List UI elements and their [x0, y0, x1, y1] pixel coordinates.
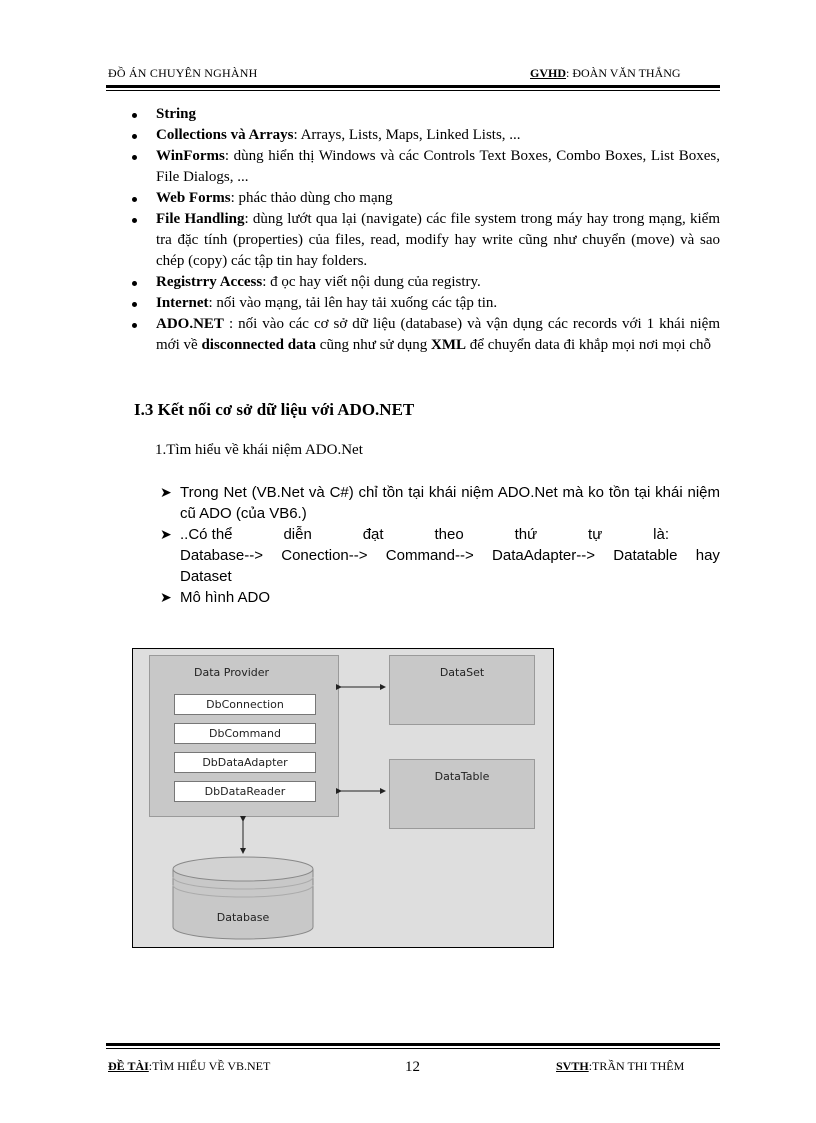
footer-rule-thin: [106, 1048, 720, 1049]
flow-step: DataAdapter-->: [492, 547, 595, 564]
dbdatareader-box: DbDataReader: [174, 781, 316, 802]
footer-student: [556, 1059, 684, 1074]
flow-step: hay: [695, 547, 720, 564]
header-project-title: ĐỒ ÁN CHUYÊN NGHÀNH: [108, 66, 258, 80]
dbdataadapter-box: DbDataAdapter: [174, 752, 316, 773]
arrow-bullet-icon: ➤: [160, 589, 172, 605]
flow-tail: Dataset: [180, 568, 232, 585]
desc-webforms: : phác thảo dùng cho mạng: [230, 190, 393, 206]
word: tự: [588, 526, 603, 543]
diagram-connectors: [133, 649, 553, 947]
word: là:: [653, 526, 670, 543]
arrow-item-text: Trong Net (VB.Net và C#) chỉ tồn tại khái niệm ADO.Net mà ko tồn tại khái niệm cũ ADO (của VB6.): [180, 484, 720, 522]
section-subheading: 1.Tìm hiểu về khái niệm ADO.Net: [155, 442, 363, 458]
word: diễn: [283, 526, 312, 543]
desc-internet: : nối vào mạng, tải lên hay tải xuống các tập tin.: [208, 295, 498, 311]
flow-step: Conection-->: [281, 547, 368, 564]
ado-model-diagram: [132, 648, 554, 948]
term-adonet: ADO.NET: [156, 316, 224, 332]
list-item: [160, 524, 720, 587]
term-xml: XML: [431, 337, 467, 353]
desc-adonet-3: để chuyển data đi khắp mọi nơi mọi chỗ: [466, 337, 712, 353]
term-string: String: [156, 106, 197, 122]
section-heading: I.3 Kết nối cơ sở dữ liệu với ADO.NET: [134, 400, 415, 419]
dbconnection-box: DbConnection: [174, 694, 316, 715]
desc-winforms: : dùng hiển thị Windows và các Controls Text Boxes, Combo Boxes, List Boxes, File Dialogs, ...: [156, 148, 720, 185]
database-cylinder-top: [173, 857, 313, 881]
arrow-bullet-icon: ➤: [160, 526, 172, 542]
word: đạt: [362, 526, 384, 543]
list-item: [130, 188, 720, 209]
desc-file-handling: : dùng lướt qua lại (navigate) các file system trong máy hay trong mạng, kiểm tra đặc tính (properties) của files, read, modify hay write cũng như chuyển (move) và sao chép (copy) các tập tin hay folders.: [156, 211, 720, 269]
footer-student-label: SVTH: [556, 1059, 589, 1073]
dbcommand-box: DbCommand: [174, 723, 316, 744]
arrow-item-flow: [180, 545, 720, 566]
page-number: 12: [405, 1059, 420, 1075]
database-label: Database: [216, 911, 270, 924]
list-item: [130, 209, 720, 272]
data-provider-label: Data Provider: [194, 666, 270, 679]
header-rule-thick: [106, 85, 720, 88]
footer-topic: [108, 1059, 270, 1074]
header-supervisor-label: GVHD: [530, 66, 566, 80]
term-winforms: WinForms: [156, 148, 225, 164]
list-item: [130, 146, 720, 188]
desc-collections: : Arrays, Lists, Maps, Linked Lists, ...: [293, 127, 521, 143]
word: theo: [434, 526, 464, 543]
term-internet: Internet: [156, 295, 209, 311]
footer-student-text: :TRẦN THI THÊM: [588, 1059, 685, 1073]
desc-adonet-1: : nối vào các cơ sở dữ liệu (database) và vận dụng các records với 1 khái niệm mới về: [156, 316, 720, 353]
list-item: [130, 293, 720, 314]
term-collections: Collections và Arrays: [156, 127, 294, 143]
flow-step: Datatable: [613, 547, 678, 564]
feature-list: [130, 104, 720, 356]
arrow-bullet-icon: ➤: [160, 484, 172, 500]
list-item: [130, 314, 720, 356]
header-rule-thin: [106, 90, 720, 91]
datatable-label: DataTable: [434, 770, 490, 783]
list-item: [160, 587, 720, 608]
list-item: [160, 482, 720, 524]
term-file-handling: File Handling: [156, 211, 245, 227]
footer-rule-thick: [106, 1043, 720, 1046]
flow-step: Command-->: [385, 547, 474, 564]
footer-topic-text: :TÌM HIỂU VỀ VB.NET: [148, 1059, 271, 1073]
word: ..Có thể: [180, 526, 233, 543]
term-webforms: Web Forms: [156, 190, 231, 206]
desc-adonet-2: cũng như sử dụng: [316, 337, 428, 353]
flow-step: Database-->: [180, 547, 263, 564]
word: thứ: [514, 526, 538, 543]
header-supervisor: [530, 66, 681, 81]
arrow-list: [160, 482, 720, 608]
arrow-item-words: [180, 524, 720, 545]
term-disconnected-data: disconnected data: [201, 337, 317, 353]
dataset-label: DataSet: [439, 666, 485, 679]
desc-registry: : đ ọc hay viết nội dung của registry.: [262, 274, 481, 290]
list-item: [130, 272, 720, 293]
footer-topic-label: ĐỀ TÀI: [108, 1059, 149, 1073]
list-item: [130, 125, 720, 146]
list-item: [130, 104, 720, 125]
term-registry: Registrry Access: [156, 274, 263, 290]
arrow-item-text: Mô hình ADO: [180, 589, 271, 606]
header-supervisor-name: : ĐOÀN VĂN THẮNG: [566, 66, 681, 80]
